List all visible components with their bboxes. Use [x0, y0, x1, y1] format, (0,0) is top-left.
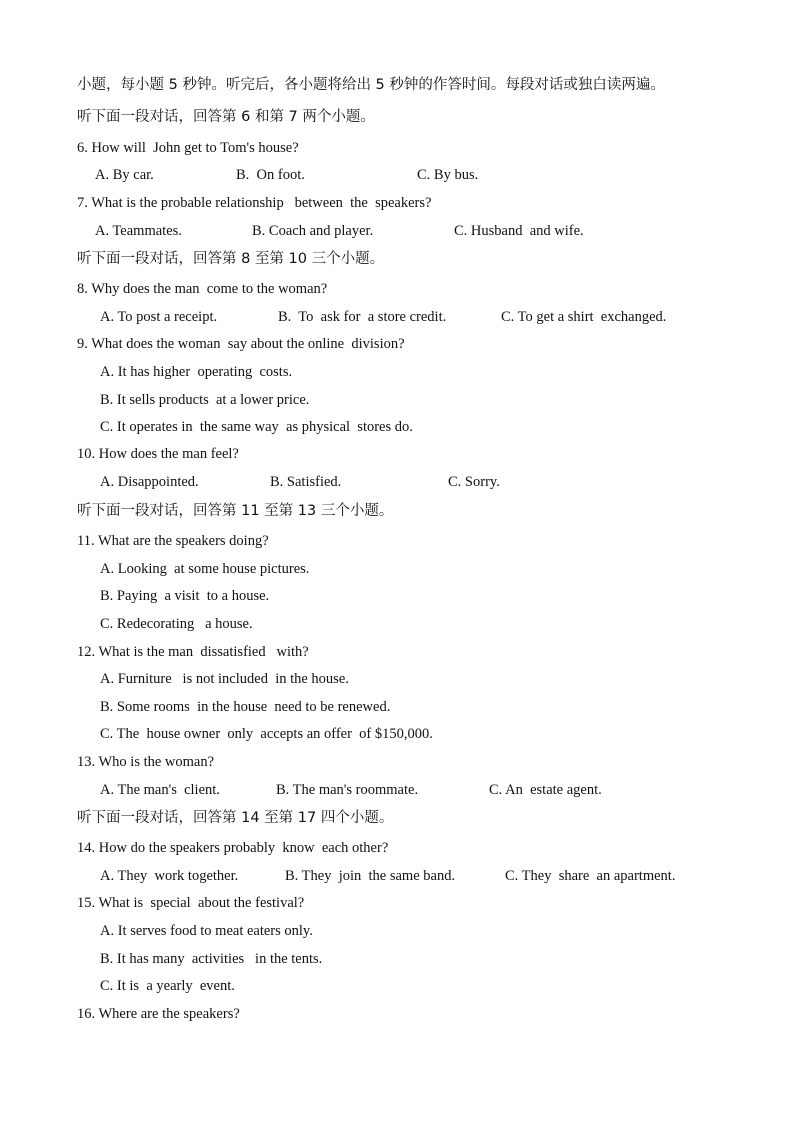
question-16: 16. Where are the speakers?: [77, 1006, 240, 1022]
q9-option-b: B. It sells products at a lower price.: [100, 392, 310, 408]
q11-option-b: B. Paying a visit to a house.: [100, 588, 270, 604]
intro-line: 小题，每小题 5 秒钟。听完后，各小题将给出 5 秒钟的作答时间。每段对话或独白读两遍。: [77, 77, 665, 93]
q7-option-b: B. Coach and player.: [252, 223, 374, 239]
q12-option-a: A. Furniture is not included in the house.: [100, 671, 349, 687]
q10-option-b: B. Satisfied.: [270, 474, 342, 490]
question-6: 6. How will John get to Tom's house?: [77, 140, 299, 156]
question-15: 15. What is special about the festival?: [77, 895, 305, 911]
question-13: 13. Who is the woman?: [77, 754, 215, 770]
q11-option-c: C. Redecorating a house.: [100, 616, 253, 632]
section-heading-1: 听下面一段对话，回答第 6 和第 7 两个小题。: [77, 109, 375, 125]
section-heading-4: 听下面一段对话，回答第 14 至第 17 四个小题。: [77, 810, 394, 826]
question-8: 8. Why does the man come to the woman?: [77, 281, 328, 297]
question-14: 14. How do the speakers probably know each other?: [77, 840, 389, 856]
q13-option-b: B. The man's roommate.: [276, 782, 419, 798]
question-12: 12. What is the man dissatisfied with?: [77, 644, 309, 660]
section-heading-3: 听下面一段对话，回答第 11 至第 13 三个小题。: [77, 503, 394, 519]
q7-option-c: C. Husband and wife.: [454, 223, 584, 239]
question-11: 11. What are the speakers doing?: [77, 533, 269, 549]
q15-option-b: B. It has many activities in the tents.: [100, 951, 323, 967]
q10-option-a: A. Disappointed.: [100, 474, 199, 490]
q14-option-a: A. They work together.: [100, 868, 239, 884]
question-7: 7. What is the probable relationship between the speakers?: [77, 195, 432, 211]
q8-option-b: B. To ask for a store credit.: [278, 309, 447, 325]
q6-option-a: A. By car.: [95, 167, 154, 183]
q8-option-a: A. To post a receipt.: [100, 309, 218, 325]
q12-option-b: B. Some rooms in the house need to be renewed.: [100, 699, 391, 715]
question-10: 10. How does the man feel?: [77, 446, 239, 462]
q9-option-c: C. It operates in the same way as physical stores do.: [100, 419, 413, 435]
question-9: 9. What does the woman say about the online division?: [77, 336, 405, 352]
q8-option-c: C. To get a shirt exchanged.: [501, 309, 667, 325]
q14-option-c: C. They share an apartment.: [505, 868, 676, 884]
q13-option-a: A. The man's client.: [100, 782, 220, 798]
section-heading-2: 听下面一段对话，回答第 8 至第 10 三个小题。: [77, 251, 385, 267]
q11-option-a: A. Looking at some house pictures.: [100, 561, 310, 577]
q7-option-a: A. Teammates.: [95, 223, 182, 239]
q9-option-a: A. It has higher operating costs.: [100, 364, 293, 380]
q13-option-c: C. An estate agent.: [489, 782, 602, 798]
q15-option-a: A. It serves food to meat eaters only.: [100, 923, 313, 939]
q10-option-c: C. Sorry.: [448, 474, 500, 490]
q15-option-c: C. It is a yearly event.: [100, 978, 235, 994]
q14-option-b: B. They join the same band.: [285, 868, 456, 884]
q6-option-c: C. By bus.: [417, 167, 479, 183]
q12-option-c: C. The house owner only accepts an offer of $150,000.: [100, 726, 433, 742]
q6-option-b: B. On foot.: [236, 167, 305, 183]
